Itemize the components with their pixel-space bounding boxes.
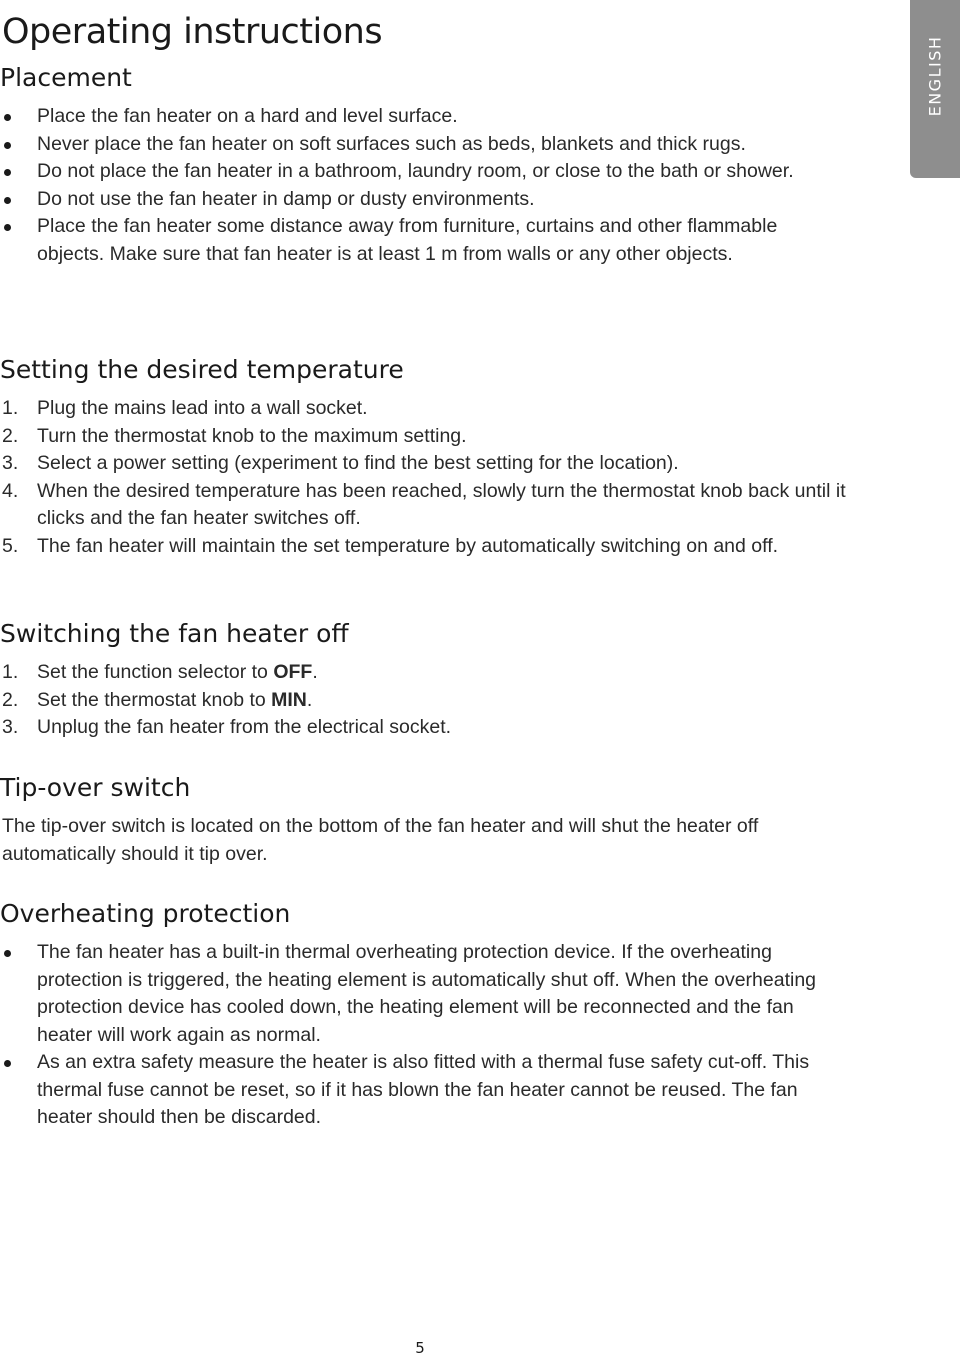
page-title: Operating instructions [2, 12, 383, 52]
section-title-temperature: Setting the desired temperature [0, 355, 404, 384]
step-text: Select a power setting (experiment to find the best setting for the location). [37, 452, 679, 474]
step-number: 2. [2, 424, 19, 447]
page-number: 5 [415, 1339, 425, 1357]
language-tab [910, 0, 960, 178]
list-item: Place the fan heater on a hard and level surface. [0, 103, 820, 131]
section-placement [0, 62, 900, 268]
step-number: 2. [2, 688, 19, 711]
list-item: Do not use the fan heater in damp or dusty environments. [0, 186, 820, 214]
list-item [0, 687, 900, 715]
step-number: 1. [2, 661, 19, 683]
step-text: Set the function selector to [37, 661, 274, 683]
list-item [0, 450, 850, 478]
temperature-steps [0, 395, 850, 560]
step-text: Set the thermostat knob to [37, 688, 272, 711]
placement-list [0, 103, 820, 268]
step-text: Turn the thermostat knob to the maximum setting. [37, 424, 467, 447]
step-text: Unplug the fan heater from the electrical socket. [37, 716, 452, 738]
list-item [0, 423, 850, 451]
section-switching-off [0, 618, 900, 742]
step-keyword: MIN [271, 688, 307, 711]
list-item [0, 533, 827, 561]
language-tab-label: ENGLISH [925, 35, 945, 117]
section-title-overheating: Overheating protection [0, 899, 291, 928]
step-text: The fan heater will maintain the set temperature by automatically switching on and off. [37, 534, 779, 557]
section-temperature [0, 354, 900, 560]
list-item: Never place the fan heater on soft surfaces such as beds, blankets and thick rugs. [0, 131, 820, 159]
step-punctuation: . [306, 688, 313, 711]
step-number: 5. [2, 534, 19, 557]
list-item [0, 659, 900, 687]
list-item [0, 395, 850, 423]
step-number: 1. [2, 397, 19, 419]
step-number: 3. [2, 716, 19, 738]
list-item: As an extra safety measure the heater is also fitted with a thermal fuse safety cut-off. This thermal fuse cannot be reset, so if it has blown the fan heater cannot be reused. The fan heater should then be discarded. [0, 1049, 857, 1132]
overheating-list [0, 939, 830, 1132]
list-item: Do not place the fan heater in a bathroom, laundry room, or close to the bath or shower. [0, 158, 827, 186]
step-punctuation: . [312, 661, 318, 683]
list-item [0, 478, 850, 533]
section-title-tip-over: Tip-over switch [0, 773, 191, 802]
step-text: Plug the mains lead into a wall socket. [37, 397, 368, 419]
switching-off-steps [0, 659, 900, 742]
step-text: When the desired temperature has been reached, slowly turn the thermostat knob back until it clicks and the fan heater switches off. [37, 479, 846, 529]
section-overheating [0, 898, 900, 1132]
step-keyword: OFF [273, 661, 313, 683]
section-tip-over [0, 772, 900, 868]
list-item: Place the fan heater some distance away from furniture, curtains and other flammable objects. Make sure that fan heater is at least 1 m from walls or any other objects. [0, 213, 817, 268]
list-item [0, 714, 900, 742]
step-number: 3. [2, 452, 19, 474]
section-title-placement: Placement [0, 63, 132, 92]
section-title-switching-off: Switching the fan heater off [0, 619, 349, 648]
step-number: 4. [2, 479, 19, 502]
list-item: The fan heater has a built-in thermal overheating protection device. If the overheating protection is triggered, the heating element is automatically shut off. When the overheating protection device has cooled down, the heating element will be reconnected and the fan heater will work again as normal. [0, 939, 817, 1049]
tip-over-paragraph: The tip-over switch is located on the bottom of the fan heater and will shut the heater off automatically should it tip over. [2, 815, 759, 865]
